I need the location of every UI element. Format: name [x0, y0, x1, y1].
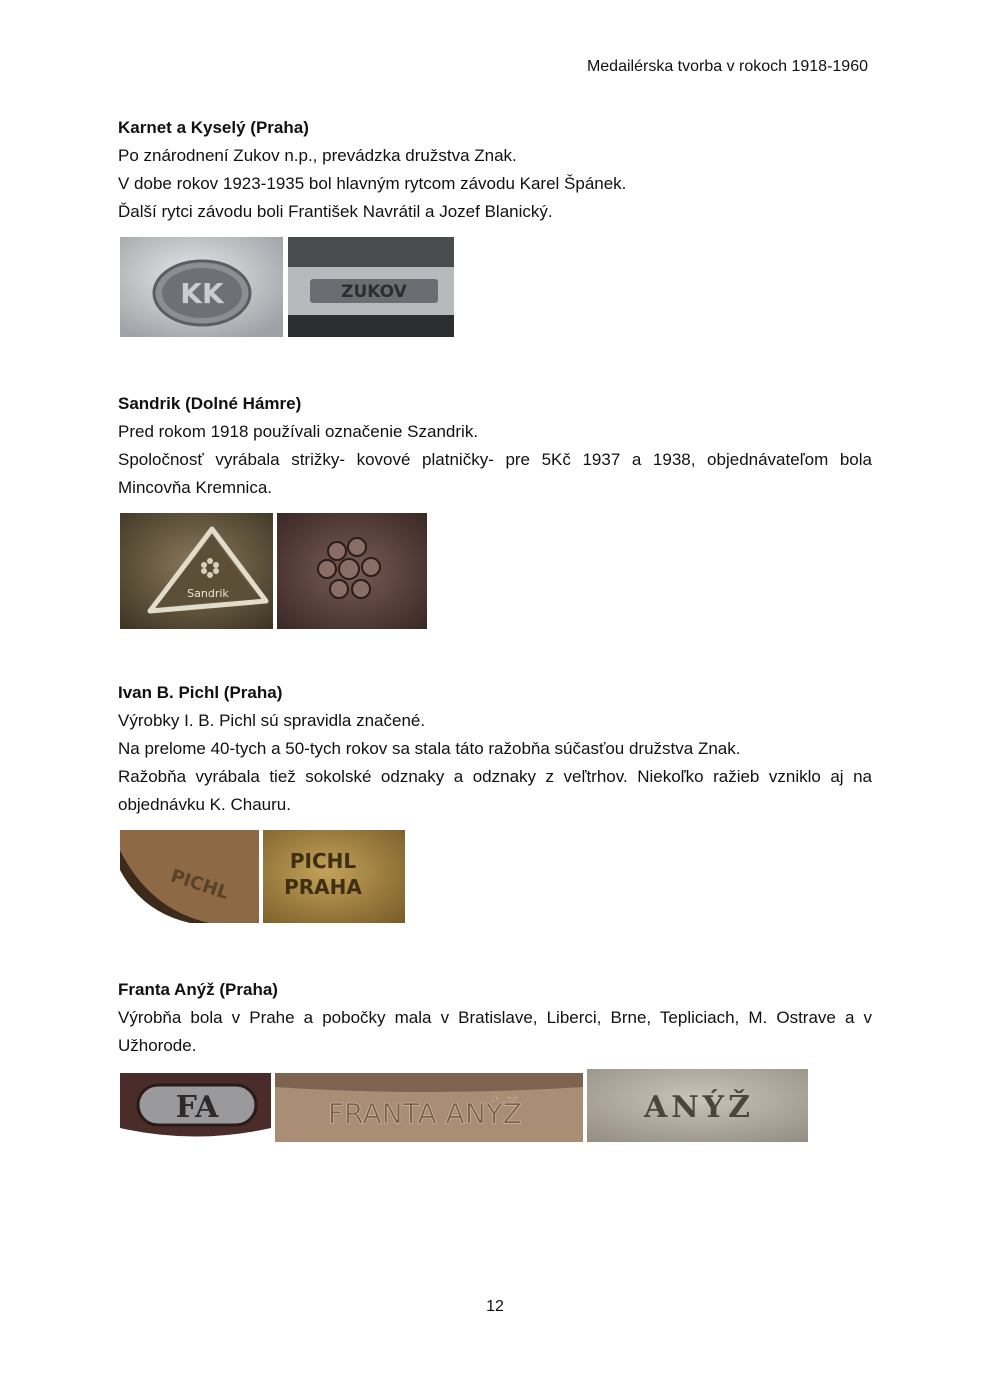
paragraph-line: Výrobňa bola v Prahe a pobočky mala v Bratislave, Liberci, Brne, Tepliciach, M. Ostrave a v Užhorode.: [118, 1008, 872, 1055]
paragraph-line: Pred rokom 1918 používali označenie Szandrik.: [118, 422, 479, 441]
svg-text:ANÝŽ: ANÝŽ: [643, 1090, 755, 1125]
paragraph-line: Výrobky I. B. Pichl sú spravidla značené.: [118, 711, 426, 730]
section-title: Sandrik (Dolné Hámre): [118, 394, 302, 413]
kk-hallmark-photo: [120, 237, 283, 337]
fa-hallmark-photo: [120, 1073, 271, 1142]
franta-anyz-hallmark-photo: [275, 1073, 583, 1142]
sandrik-triangle-hallmark-photo: [120, 513, 273, 629]
svg-text:FA: FA: [175, 1090, 219, 1125]
paragraph-line: Po znárodnení Zukov n.p., prevádzka družstva Znak.: [118, 146, 517, 165]
svg-text:PRAHA: PRAHA: [284, 875, 362, 899]
paragraph-line: Na prelome 40-tych a 50-tych rokov sa stala táto ražobňa súčasťou družstva Znak.: [118, 739, 741, 758]
paragraph-line: V dobe rokov 1923-1935 bol hlavným rytcom závodu Karel Špánek.: [118, 174, 627, 193]
svg-text:ZUKOV: ZUKOV: [341, 282, 407, 302]
section-anyz: [118, 976, 872, 1060]
pichl-praha-hallmark-photo: [263, 830, 405, 923]
section-sandrik: [118, 390, 872, 502]
pichl-edge-hallmark-photo: [120, 830, 259, 923]
section-title: Franta Anýž (Praha): [118, 980, 278, 999]
svg-text:FRANTA ANÝŽ: FRANTA ANÝŽ: [328, 1097, 522, 1130]
svg-text:PICHL: PICHL: [168, 865, 232, 904]
sandrik-flower-hallmark-photo: [277, 513, 427, 629]
page-number: 12: [486, 1298, 504, 1315]
svg-text:PICHL: PICHL: [289, 849, 357, 873]
svg-text:KK: KK: [180, 277, 224, 310]
section-title: Ivan B. Pichl (Praha): [118, 683, 283, 702]
svg-text:Sandrik: Sandrik: [187, 587, 229, 600]
anyz-hallmark-photo: [587, 1069, 808, 1142]
paragraph-line: Ďalší rytci závodu boli František Navrátil a Jozef Blanický.: [118, 202, 553, 221]
paragraph-line: Spoločnosť vyrábala strižky- kovové platničky- pre 5Kč 1937 a 1938, objednávateľom bola Mincovňa Kremnica.: [118, 450, 872, 497]
paragraph-line: Ražobňa vyrábala tiež sokolské odznaky a odznaky z veľtrhov. Niekoľko ražieb vzniklo aj na objednávku K. Chauru.: [118, 767, 872, 814]
zukov-hallmark-photo: [288, 237, 454, 337]
section-title: Karnet a Kyselý (Praha): [118, 118, 309, 137]
section-karnet-kysely: [118, 114, 872, 226]
section-pichl: [118, 679, 872, 819]
running-header: Medailérska tvorba v rokoch 1918-1960: [586, 58, 868, 75]
